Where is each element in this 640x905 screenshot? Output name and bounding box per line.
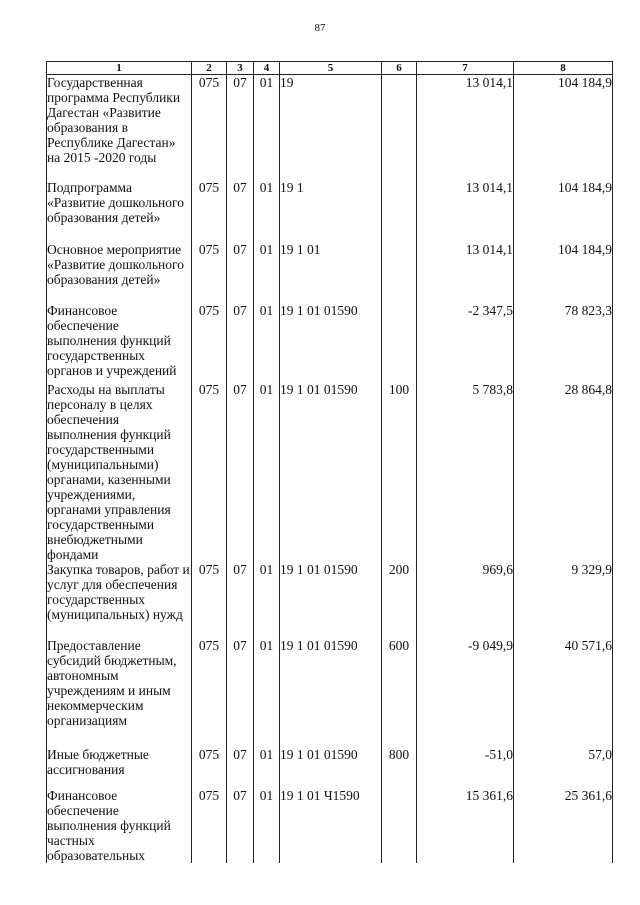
section-code: 07 — [227, 562, 254, 638]
amount-change: 13 014,1 — [417, 75, 514, 181]
column-header: 3 — [227, 62, 254, 75]
amount-change: -51,0 — [417, 747, 514, 788]
amount-total: 40 571,6 — [514, 638, 613, 747]
column-header: 2 — [192, 62, 227, 75]
grbs-code: 075 — [192, 638, 227, 747]
amount-total: 78 823,3 — [514, 303, 613, 382]
amount-change: 13 014,1 — [417, 242, 514, 303]
subsection-code: 01 — [254, 75, 280, 181]
amount-total: 28 864,8 — [514, 382, 613, 562]
amount-total: 104 184,9 — [514, 75, 613, 181]
target-article-code: 19 — [280, 75, 382, 181]
column-header: 4 — [254, 62, 280, 75]
expense-type-code — [382, 788, 417, 863]
expense-type-code: 100 — [382, 382, 417, 562]
header-row — [47, 62, 613, 75]
amount-total: 25 361,6 — [514, 788, 613, 863]
row-name: Закупка товаров, работ и услуг для обеспечения государственных (муниципальных) нужд — [47, 562, 192, 638]
target-article-code: 19 1 01 — [280, 242, 382, 303]
target-article-code: 19 1 — [280, 180, 382, 242]
expense-type-code — [382, 242, 417, 303]
target-article-code: 19 1 01 01590 — [280, 747, 382, 788]
row-name: Расходы на выплаты персоналу в целях обеспечения выполнения функций государственными (муниципальными) органами, казенными учреждениями, органами управления государственными внебюджетными фондами — [47, 382, 192, 562]
column-header: 1 — [47, 62, 192, 75]
table-row — [47, 180, 613, 242]
table-row — [47, 788, 613, 863]
table-row — [47, 747, 613, 788]
target-article-code: 19 1 01 01590 — [280, 382, 382, 562]
subsection-code: 01 — [254, 788, 280, 863]
column-header: 7 — [417, 62, 514, 75]
grbs-code: 075 — [192, 562, 227, 638]
expense-type-code: 600 — [382, 638, 417, 747]
grbs-code: 075 — [192, 180, 227, 242]
row-name: Финансовое обеспечение выполнения функций частных образовательных — [47, 788, 192, 863]
table-row — [47, 638, 613, 747]
subsection-code: 01 — [254, 638, 280, 747]
table-row — [47, 75, 613, 181]
table-row — [47, 562, 613, 638]
row-name: Предоставление субсидий бюджетным, автономным учреждениям и иным некоммерческим организациям — [47, 638, 192, 747]
subsection-code: 01 — [254, 303, 280, 382]
amount-total: 57,0 — [514, 747, 613, 788]
amount-change: -9 049,9 — [417, 638, 514, 747]
section-code: 07 — [227, 180, 254, 242]
expense-type-code: 800 — [382, 747, 417, 788]
grbs-code: 075 — [192, 75, 227, 181]
section-code: 07 — [227, 382, 254, 562]
amount-change: 5 783,8 — [417, 382, 514, 562]
expense-type-code — [382, 303, 417, 382]
column-header: 8 — [514, 62, 613, 75]
section-code: 07 — [227, 303, 254, 382]
table-row — [47, 242, 613, 303]
table-row — [47, 382, 613, 562]
column-header: 6 — [382, 62, 417, 75]
amount-total: 104 184,9 — [514, 242, 613, 303]
column-header: 5 — [280, 62, 382, 75]
amount-change: -2 347,5 — [417, 303, 514, 382]
amount-change: 15 361,6 — [417, 788, 514, 863]
expense-type-code — [382, 180, 417, 242]
row-name: Финансовое обеспечение выполнения функций государственных органов и учреждений — [47, 303, 192, 382]
subsection-code: 01 — [254, 562, 280, 638]
section-code: 07 — [227, 638, 254, 747]
grbs-code: 075 — [192, 242, 227, 303]
row-name: Государственная программа Республики Дагестан «Развитие образования в Республике Дагестан» на 2015 -2020 годы — [47, 75, 192, 181]
subsection-code: 01 — [254, 180, 280, 242]
amount-total: 104 184,9 — [514, 180, 613, 242]
page-number: 87 — [314, 22, 326, 34]
subsection-code: 01 — [254, 747, 280, 788]
grbs-code: 075 — [192, 303, 227, 382]
row-name: Подпрограмма «Развитие дошкольного образования детей» — [47, 180, 192, 242]
section-code: 07 — [227, 75, 254, 181]
grbs-code: 075 — [192, 747, 227, 788]
subsection-code: 01 — [254, 382, 280, 562]
expense-type-code — [382, 75, 417, 181]
target-article-code: 19 1 01 Ч1590 — [280, 788, 382, 863]
target-article-code: 19 1 01 01590 — [280, 638, 382, 747]
amount-change: 969,6 — [417, 562, 514, 638]
grbs-code: 075 — [192, 382, 227, 562]
section-code: 07 — [227, 747, 254, 788]
row-name: Основное мероприятие «Развитие дошкольного образования детей» — [47, 242, 192, 303]
section-code: 07 — [227, 242, 254, 303]
grbs-code: 075 — [192, 788, 227, 863]
target-article-code: 19 1 01 01590 — [280, 303, 382, 382]
expense-type-code: 200 — [382, 562, 417, 638]
table-row — [47, 303, 613, 382]
section-code: 07 — [227, 788, 254, 863]
budget-table — [46, 61, 613, 863]
row-name: Иные бюджетные ассигнования — [47, 747, 192, 788]
subsection-code: 01 — [254, 242, 280, 303]
amount-change: 13 014,1 — [417, 180, 514, 242]
target-article-code: 19 1 01 01590 — [280, 562, 382, 638]
table-body — [47, 75, 613, 864]
amount-total: 9 329,9 — [514, 562, 613, 638]
